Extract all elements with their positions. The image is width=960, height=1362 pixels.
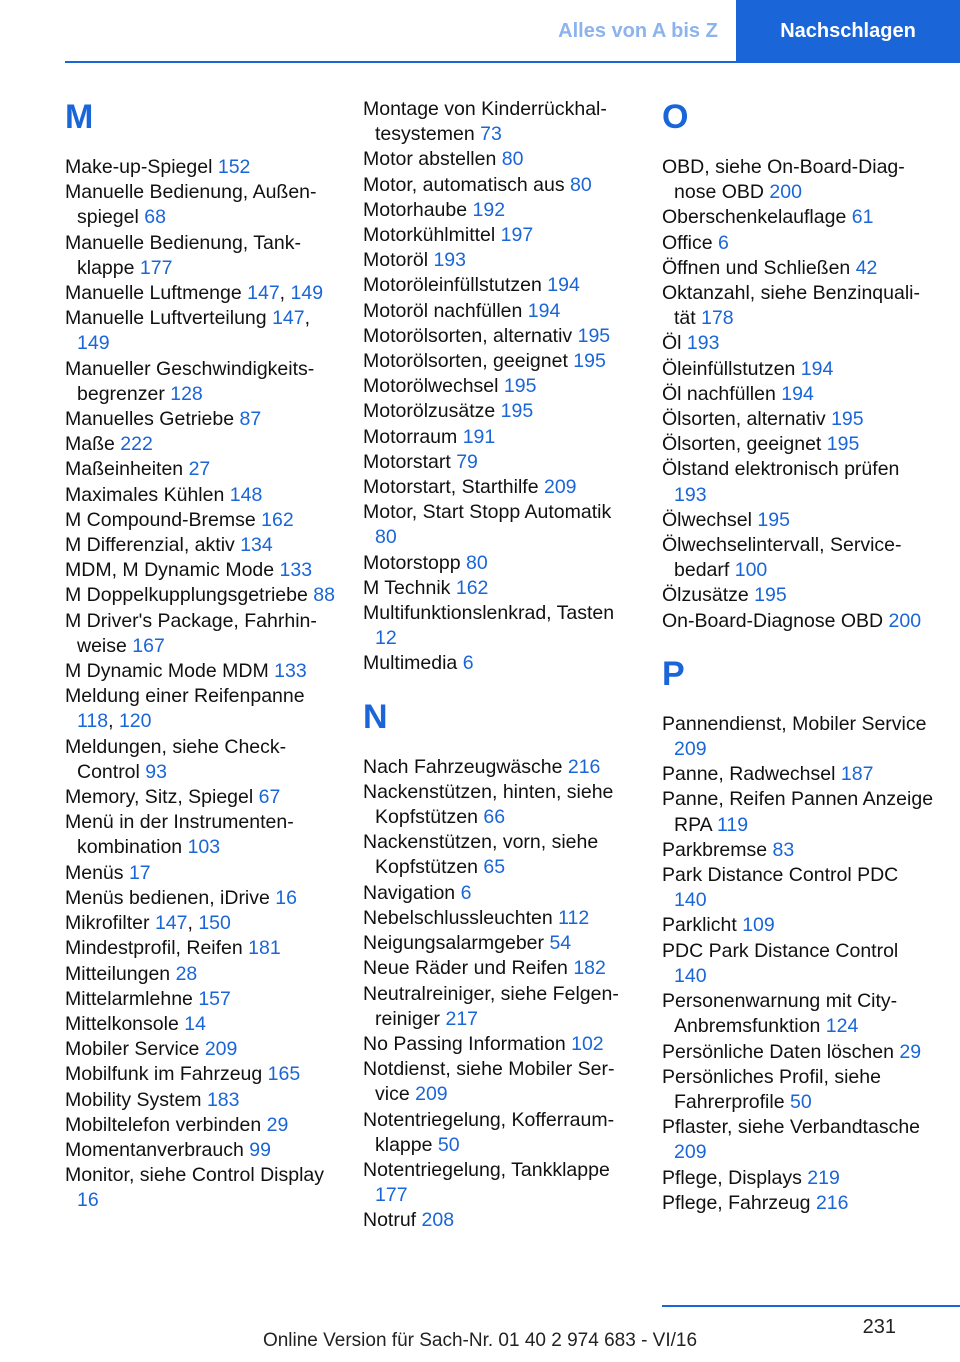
index-entry xyxy=(363,1108,635,1158)
index-entry xyxy=(363,956,635,981)
page-link[interactable]: 216 xyxy=(567,755,601,778)
page-link[interactable]: 80 xyxy=(465,551,488,574)
index-term: Neigungsalarmgeber xyxy=(363,932,545,955)
index-entry xyxy=(363,651,635,676)
index-term: Pflege, Displays xyxy=(662,1166,802,1189)
index-term: Memory, Sitz, Spiegel xyxy=(65,786,254,809)
index-entry xyxy=(363,324,635,349)
page-link[interactable]: 217 xyxy=(445,1007,479,1030)
index-entry xyxy=(363,1057,635,1107)
page-number: 231 xyxy=(862,1316,896,1338)
index-entry xyxy=(363,601,635,651)
page-link[interactable]: 149 xyxy=(77,332,110,355)
index-entry xyxy=(363,198,635,223)
index-entry xyxy=(662,1040,934,1065)
index-term: PDC Park Distance Control xyxy=(662,939,899,962)
index-entry xyxy=(65,155,337,180)
page-link[interactable]: 147 xyxy=(247,282,280,305)
page-link[interactable]: 187 xyxy=(840,763,874,786)
index-term: Neue Räder und Reifen xyxy=(363,957,568,980)
index-entry xyxy=(662,787,934,837)
page-link[interactable]: 165 xyxy=(267,1063,301,1086)
page-link[interactable]: 194 xyxy=(800,357,834,380)
page-link[interactable]: 100 xyxy=(734,559,768,582)
index-entry xyxy=(662,331,934,356)
index-entry xyxy=(662,155,934,205)
page-link[interactable]: 118 xyxy=(77,710,109,733)
page-link[interactable]: 209 xyxy=(674,738,707,761)
index-term: Persönliches Profil, siehe Fahrerprofile xyxy=(662,1065,881,1113)
index-entry xyxy=(662,1065,934,1115)
page-link[interactable]: 103 xyxy=(187,836,221,859)
index-entry xyxy=(363,475,635,500)
index-entry xyxy=(65,1138,337,1163)
index-entry xyxy=(363,755,635,780)
page-link[interactable]: 200 xyxy=(888,609,922,632)
page-link[interactable]: 193 xyxy=(674,483,707,506)
index-term: M Dynamic Mode MDM xyxy=(65,660,269,683)
index-term: Motorstart, Starthilfe xyxy=(363,476,539,499)
page-link[interactable]: 216 xyxy=(815,1191,849,1214)
index-entry xyxy=(363,223,635,248)
index-entry xyxy=(363,349,635,374)
page-link[interactable]: 79 xyxy=(456,450,478,473)
page-link[interactable]: 192 xyxy=(472,198,506,221)
page-link[interactable]: 167 xyxy=(132,634,165,657)
index-entry xyxy=(65,1012,337,1037)
page-link[interactable]: 29 xyxy=(266,1113,289,1136)
index-term: Motor, automatisch aus xyxy=(363,173,565,196)
page-link[interactable]: 195 xyxy=(831,408,864,431)
index-term: Pflege, Fahrzeug xyxy=(662,1191,811,1214)
index-entry xyxy=(65,180,337,230)
index-term: Motorstopp xyxy=(363,551,461,574)
page-link[interactable]: 80 xyxy=(375,526,397,549)
index-term: Motor abstellen xyxy=(363,148,497,171)
index-entry xyxy=(363,374,635,399)
index-term: OBD, siehe On-Board-Diagnose OBD xyxy=(662,156,905,204)
index-term: Manuelle Bedienung, Tankklappe xyxy=(65,231,301,279)
index-term: Menüs bedienen, iDrive xyxy=(65,886,270,909)
index-term: Pflaster, siehe Verbandtasche xyxy=(662,1116,921,1139)
index-entry xyxy=(363,173,635,198)
index-entry xyxy=(662,205,934,230)
index-term: Maximales Kühlen xyxy=(65,483,225,506)
index-entry xyxy=(363,982,635,1032)
page-link[interactable]: 219 xyxy=(807,1166,840,1189)
index-term: Ölsorten, alternativ xyxy=(662,408,826,431)
index-term: Ölwechselintervall, Servicebedarf xyxy=(662,534,902,582)
index-entry xyxy=(363,1208,635,1233)
index-term: Nach Fahrzeugwäsche xyxy=(363,755,563,778)
page-link[interactable]: 208 xyxy=(421,1209,455,1232)
index-entry xyxy=(363,881,635,906)
index-term: Motorraum xyxy=(363,425,458,448)
page-link[interactable]: 16 xyxy=(77,1189,99,1212)
index-column-2 xyxy=(363,97,635,1234)
index-term: Notdienst, siehe Mobiler Service xyxy=(363,1058,615,1106)
page-link[interactable]: 27 xyxy=(188,458,211,481)
page-link[interactable]: 67 xyxy=(258,786,281,809)
index-entry xyxy=(662,407,934,432)
index-term: Pannendienst, Mobiler Service xyxy=(662,712,927,735)
index-entry xyxy=(662,989,934,1039)
page-link[interactable]: 195 xyxy=(500,400,534,423)
page-link[interactable]: 193 xyxy=(433,249,466,272)
index-term: Mittelkonsole xyxy=(65,1012,179,1035)
index-entry xyxy=(662,1166,934,1191)
index-entry xyxy=(65,659,337,684)
index-term: Manuelle Luftverteilung xyxy=(65,307,267,330)
index-term: Monitor, siehe Control Display xyxy=(65,1164,325,1187)
page-link[interactable]: 177 xyxy=(375,1184,408,1207)
index-entry xyxy=(65,583,337,608)
index-entry xyxy=(363,830,635,880)
index-entry xyxy=(363,273,635,298)
index-term: Multifunktionslenkrad, Tasten xyxy=(363,602,615,625)
index-entry: Mikrofilter 147, 150 xyxy=(65,912,231,935)
index-term: Öleinfüllstutzen xyxy=(662,357,796,380)
page-link[interactable]: 119 xyxy=(717,813,749,836)
page-link[interactable]: 6 xyxy=(460,881,472,904)
index-term: Nackenstützen, hinten, siehe Kopfstützen xyxy=(363,780,614,829)
index-term: Notruf xyxy=(363,1209,417,1232)
index-entry xyxy=(65,432,337,457)
index-entry xyxy=(662,609,934,634)
index-entry xyxy=(662,382,934,407)
index-entry: Meldung einer Reifenpanne 118, 120 xyxy=(65,685,305,733)
index-letter-heading: O xyxy=(662,98,689,136)
page-link[interactable]: 83 xyxy=(772,838,795,861)
index-entry xyxy=(662,508,934,533)
page-link[interactable]: 109 xyxy=(742,914,775,937)
page-link[interactable]: 209 xyxy=(204,1038,238,1061)
index-term: Momentanverbrauch xyxy=(65,1138,244,1161)
index-term: On-Board-Diagnose OBD xyxy=(662,609,884,632)
index-term: Motorölsorten, geeignet xyxy=(363,350,568,373)
index-term: Panne, Reifen Pannen Anzeige RPA xyxy=(662,788,934,836)
index-term: Manueller Geschwindigkeitsbegrenzer xyxy=(65,357,315,405)
index-term: Mobility System xyxy=(65,1088,202,1111)
index-term: Multimedia xyxy=(363,652,458,675)
page-link[interactable]: 193 xyxy=(686,332,720,355)
page-link[interactable]: 194 xyxy=(547,274,580,297)
index-entry xyxy=(363,500,635,550)
index-entry xyxy=(662,256,934,281)
index-entry xyxy=(65,609,337,659)
page-link[interactable]: 149 xyxy=(290,282,324,305)
index-entry xyxy=(363,906,635,931)
page-link[interactable]: 6 xyxy=(718,231,729,254)
page-link[interactable]: 102 xyxy=(571,1032,604,1055)
index-term: Mobiler Service xyxy=(65,1038,200,1061)
index-entry xyxy=(65,810,337,860)
index-term: Ölzusätze xyxy=(662,584,749,607)
page-link[interactable]: 162 xyxy=(261,508,294,531)
index-column-1 xyxy=(65,97,337,1214)
index-entry xyxy=(662,281,934,331)
index-term: Ölsorten, geeignet xyxy=(662,433,822,456)
section-link[interactable]: Alles von A bis Z xyxy=(558,19,718,42)
page-link[interactable]: 54 xyxy=(549,932,572,955)
page-link[interactable]: 133 xyxy=(279,559,313,582)
index-term: Motoröl nachfüllen xyxy=(363,299,523,322)
index-term: Park Distance Control PDC xyxy=(662,864,899,887)
page-link[interactable]: 140 xyxy=(674,964,707,987)
index-term: Meldungen, siehe Check-Control xyxy=(65,735,287,783)
index-letter-heading: N xyxy=(363,697,388,736)
page-link[interactable]: 209 xyxy=(415,1083,448,1106)
page-link[interactable]: 50 xyxy=(789,1090,812,1113)
index-entry xyxy=(662,913,934,938)
index-entry xyxy=(363,576,635,601)
tab-nachschlagen[interactable]: Nachschlagen xyxy=(736,0,960,62)
page-link[interactable]: 182 xyxy=(573,957,606,980)
index-entry xyxy=(662,457,934,507)
index-term: Mitteilungen xyxy=(65,962,171,985)
index-term: Motoröl xyxy=(363,249,429,272)
index-entry xyxy=(65,558,337,583)
index-entry: Manuelle Luftverteilung 147, 149 xyxy=(65,307,311,355)
index-entry xyxy=(662,1191,934,1216)
page-link[interactable]: 181 xyxy=(248,937,281,960)
page-link[interactable]: 195 xyxy=(754,584,787,607)
page-link[interactable]: 147 xyxy=(154,912,188,935)
index-term: Motorölzusätze xyxy=(363,400,496,423)
index-term: Motor, Start Stopp Automatik xyxy=(363,501,612,524)
page-link[interactable]: 12 xyxy=(375,627,397,650)
index-entry xyxy=(363,1158,635,1208)
index-entry xyxy=(363,551,635,576)
index-term: Mikrofilter xyxy=(65,912,150,935)
index-entry xyxy=(65,987,337,1012)
index-entry xyxy=(65,533,337,558)
index-entry: Manuelle Luftmenge 147, 149 xyxy=(65,282,324,305)
index-term: Motorhaube xyxy=(363,198,468,221)
index-entry xyxy=(65,735,337,785)
index-entry xyxy=(65,962,337,987)
index-entry xyxy=(662,533,934,583)
index-entry xyxy=(363,97,635,147)
index-column-3 xyxy=(662,97,934,1216)
index-term: Maße xyxy=(65,433,115,456)
page-link[interactable]: 134 xyxy=(240,534,273,557)
index-entry xyxy=(65,1088,337,1113)
index-entry xyxy=(662,838,934,863)
page-link[interactable]: 222 xyxy=(120,433,153,456)
page-link[interactable]: 73 xyxy=(480,123,502,146)
index-term: Mittelarmlehne xyxy=(65,987,193,1010)
page-link[interactable]: 66 xyxy=(483,806,506,829)
index-term: Öl nachfüllen xyxy=(662,382,776,405)
index-term: Oberschenkelauflage xyxy=(662,206,847,229)
page-link[interactable]: 17 xyxy=(128,861,151,884)
index-term: Manuelle Luftmenge xyxy=(65,282,242,305)
index-term: Öffnen und Schließen xyxy=(662,256,851,279)
page-link[interactable]: 120 xyxy=(118,710,152,733)
index-entry xyxy=(65,1113,337,1138)
index-term: Öl xyxy=(662,332,682,355)
page-link[interactable]: 68 xyxy=(144,206,166,229)
index-entry xyxy=(65,1163,337,1213)
page-link[interactable]: 148 xyxy=(229,483,263,506)
page-link[interactable]: 6 xyxy=(462,652,474,675)
page-link[interactable]: 150 xyxy=(198,912,231,935)
page-link[interactable]: 133 xyxy=(274,660,307,683)
page-link[interactable]: 128 xyxy=(170,382,203,405)
index-term: Ölwechsel xyxy=(662,508,752,531)
index-term: Menü in der Instrumentenkombination xyxy=(65,811,294,859)
index-term: M Driver's Package, Fahrhinweise xyxy=(65,609,317,657)
page-link[interactable]: 177 xyxy=(139,256,173,279)
index-entry xyxy=(65,457,337,482)
index-letter-heading: P xyxy=(662,654,685,693)
index-term: Manuelles Getriebe xyxy=(65,408,235,431)
index-term: Make-up-Spiegel xyxy=(65,156,213,178)
index-entry xyxy=(662,231,934,256)
page-link[interactable]: 16 xyxy=(275,886,297,909)
index-entry xyxy=(363,399,635,424)
index-entry xyxy=(363,425,635,450)
index-entry xyxy=(662,357,934,382)
page-link[interactable]: 80 xyxy=(570,173,592,196)
page-link[interactable]: 194 xyxy=(527,299,561,322)
index-term: No Passing Information xyxy=(363,1032,566,1055)
page-link[interactable]: 140 xyxy=(674,889,707,912)
page-link[interactable]: 209 xyxy=(543,476,577,499)
page-link[interactable]: 194 xyxy=(781,382,814,405)
index-entry xyxy=(65,508,337,533)
page-link[interactable]: 93 xyxy=(145,760,167,783)
index-term: Notentriegelung, Kofferraumklappe xyxy=(363,1108,615,1156)
index-term: Manuelle Bedienung, Außenspiegel xyxy=(65,181,317,229)
page-link[interactable]: 209 xyxy=(674,1141,707,1164)
page-link[interactable]: 191 xyxy=(462,425,496,448)
page-link[interactable]: 61 xyxy=(851,206,874,229)
index-term: Office xyxy=(662,231,713,254)
index-entry xyxy=(65,785,337,810)
page-link[interactable]: 178 xyxy=(701,307,734,330)
page-link[interactable]: 28 xyxy=(175,962,198,985)
index-entry xyxy=(363,248,635,273)
page-link[interactable]: 14 xyxy=(184,1012,206,1035)
page-link[interactable]: 162 xyxy=(455,576,489,599)
index-term: M Differenzial, aktiv xyxy=(65,534,235,557)
header-rule xyxy=(65,61,960,63)
footer-text: Online Version für Sach-Nr. 01 40 2 974 683 - VI/16 xyxy=(262,1330,698,1351)
index-term: Maßeinheiten xyxy=(65,458,184,481)
index-entry xyxy=(662,1115,934,1165)
index-term: Motorkühlmittel xyxy=(363,224,496,247)
page-link[interactable]: 147 xyxy=(272,307,305,330)
index-entry xyxy=(662,939,934,989)
index-term: Parkbremse xyxy=(662,838,768,861)
index-term: Personenwarnung mit City-Anbremsfunktion xyxy=(662,990,898,1038)
index-term: Menüs xyxy=(65,861,124,884)
index-entry xyxy=(65,861,337,886)
page-link[interactable]: 183 xyxy=(206,1088,240,1111)
index-term: Oktanzahl, siehe Benzinqualität xyxy=(662,282,920,330)
index-term: Meldung einer Reifenpanne xyxy=(65,685,305,708)
index-term: MDM, M Dynamic Mode xyxy=(65,559,275,582)
index-term: Motorstart xyxy=(363,450,451,473)
page-link[interactable]: 195 xyxy=(577,324,611,347)
page-link[interactable]: 50 xyxy=(437,1133,460,1156)
index-entry xyxy=(662,583,934,608)
index-entry xyxy=(662,863,934,913)
index-term: Panne, Radwechsel xyxy=(662,763,836,786)
index-entry xyxy=(363,931,635,956)
page-link[interactable]: 195 xyxy=(573,350,606,373)
index-entry xyxy=(363,780,635,830)
index-term: Navigation xyxy=(363,881,456,904)
page-link[interactable]: 200 xyxy=(769,181,802,204)
index-term: Motoröleinfüllstutzen xyxy=(363,274,542,297)
index-term: Notentriegelung, Tankklappe xyxy=(363,1158,610,1181)
page-link[interactable]: 65 xyxy=(483,856,506,879)
index-term: Nackenstützen, vorn, siehe Kopfstützen xyxy=(363,831,599,879)
index-term: Mobiltelefon verbinden xyxy=(65,1113,262,1136)
index-term: Mindestprofil, Reifen xyxy=(65,937,243,960)
index-entry xyxy=(662,712,934,762)
page-link[interactable]: 152 xyxy=(217,156,251,178)
index-term: M Doppelkupplungsgetriebe xyxy=(65,584,308,607)
page-link[interactable]: 157 xyxy=(198,987,231,1010)
index-term: Ölstand elektronisch prüfen xyxy=(662,458,900,481)
index-entry xyxy=(363,147,635,172)
index-term: M Compound-Bremse xyxy=(65,508,256,531)
index-entry xyxy=(662,762,934,787)
index-term: Persönliche Daten löschen xyxy=(662,1040,894,1063)
page-link[interactable]: 124 xyxy=(825,1015,859,1038)
index-term: Mobilfunk im Fahrzeug xyxy=(65,1063,263,1086)
index-term: Parklicht xyxy=(662,914,737,937)
page-link[interactable]: 99 xyxy=(249,1138,271,1161)
index-entry xyxy=(65,231,337,281)
page-link[interactable]: 42 xyxy=(855,256,878,279)
index-entry xyxy=(65,357,337,407)
index-term: M Technik xyxy=(363,576,451,599)
index-entry xyxy=(363,1032,635,1057)
index-entry xyxy=(363,450,635,475)
footer-rule xyxy=(662,1305,960,1307)
index-entry xyxy=(65,483,337,508)
page-link[interactable]: 195 xyxy=(503,375,537,398)
index-entry xyxy=(65,936,337,961)
index-entry xyxy=(65,1062,337,1087)
index-term: Neutralreiniger, siehe Felgenreiniger xyxy=(363,982,619,1030)
page-link[interactable]: 29 xyxy=(899,1040,922,1063)
index-term: Motorölsorten, alternativ xyxy=(363,324,573,347)
page-link[interactable]: 195 xyxy=(757,508,790,531)
page-link[interactable]: 197 xyxy=(500,224,534,247)
page-link[interactable]: 195 xyxy=(826,433,860,456)
index-term: Nebelschlussleuchten xyxy=(363,906,553,929)
index-term: Motorölwechsel xyxy=(363,375,499,398)
index-entry xyxy=(65,407,337,432)
page-link[interactable]: 87 xyxy=(239,408,262,431)
index-entry xyxy=(363,299,635,324)
index-entry xyxy=(662,432,934,457)
index-letter-heading: M xyxy=(65,98,94,136)
page-link[interactable]: 112 xyxy=(558,906,590,929)
page-link[interactable]: 80 xyxy=(501,148,524,171)
index-term: Montage von Kinderrückhaltesystemen xyxy=(363,98,607,146)
index-entry xyxy=(65,1037,337,1062)
page-link[interactable]: 88 xyxy=(313,584,335,607)
index-entry xyxy=(65,886,337,911)
